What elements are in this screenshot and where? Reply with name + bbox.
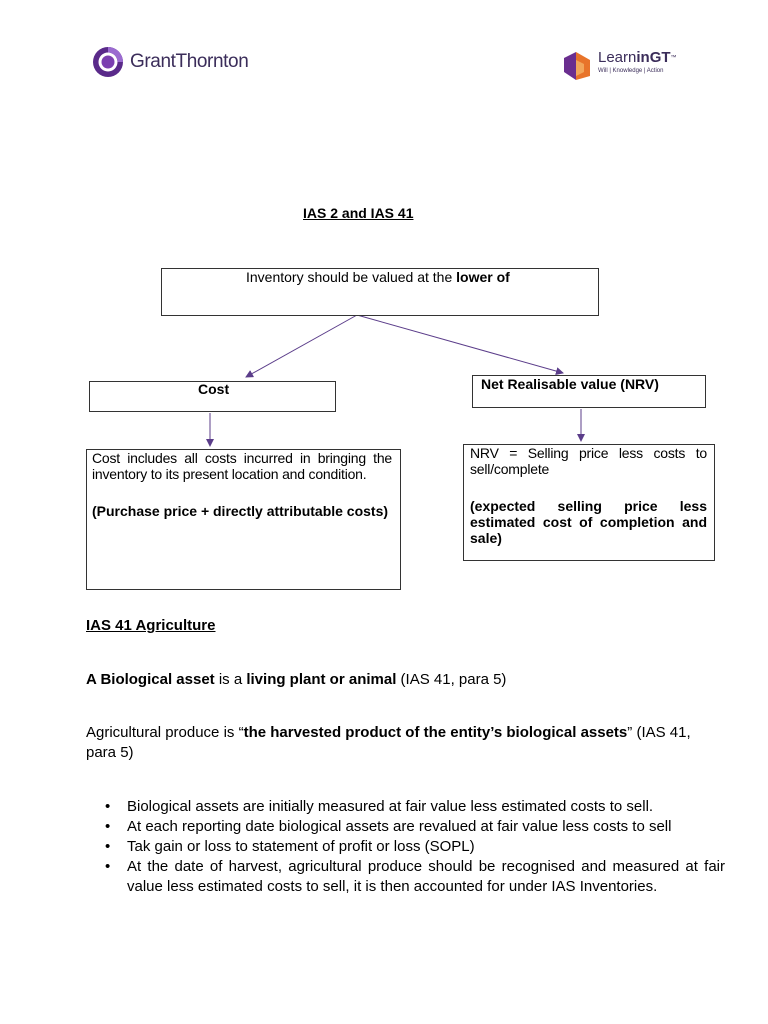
cost-label: Cost	[198, 381, 230, 397]
arrow-to-nrv	[357, 315, 563, 373]
nrv-formula-text: (expected selling price less estimated cost of completion and sale)	[470, 498, 707, 546]
list-item: • At each reporting date biological assets are revalued at fair value less costs to sell	[127, 817, 725, 837]
nrv-description-text: NRV = Selling price less costs to sell/complete	[470, 445, 707, 477]
learningt-emblem-icon	[562, 50, 592, 84]
learningt-wordmark: LearninGT™	[598, 49, 677, 66]
section-heading: IAS 41 Agriculture	[86, 617, 216, 634]
cost-box	[89, 381, 336, 412]
cost-description-text: Cost includes all costs incurred in bringing the inventory to its present location and condition.	[92, 450, 392, 482]
list-item: • At the date of harvest, agricultural produce should be recognised and measured at fair value less estimated costs to sell, it is then accounted for under IAS Inventories.	[127, 857, 725, 897]
learningt-tagline: Will | Knowledge | Action	[598, 68, 664, 74]
list-item: • Biological assets are initially measured at fair value less estimated costs to sell.	[127, 797, 725, 817]
bullet-list	[86, 797, 725, 897]
list-item: • Tak gain or loss to statement of profit or loss (SOPL)	[127, 837, 725, 857]
cost-formula-text: (Purchase price + directly attributable costs)	[92, 503, 389, 519]
grant-thornton-logo	[92, 46, 248, 78]
biological-asset-definition: A Biological asset is a living plant or animal (IAS 41, para 5)	[86, 671, 507, 688]
nrv-box	[472, 375, 706, 408]
page-title: IAS 2 and IAS 41	[303, 205, 414, 221]
arrow-to-cost	[246, 315, 357, 377]
nrv-description-box	[463, 444, 715, 561]
nrv-label: Net Realisable value (NRV)	[481, 376, 659, 392]
grant-thornton-emblem-icon	[92, 46, 124, 78]
agricultural-produce-definition: Agricultural produce is “the harvested product of the entity’s biological assets” (IAS 41, para 5)	[86, 724, 691, 761]
lower-of-text: Inventory should be valued at the lower of	[246, 269, 510, 285]
grant-thornton-wordmark: GrantThornton	[130, 51, 249, 72]
cost-description-box	[86, 449, 401, 590]
learningt-logo	[562, 50, 677, 84]
lower-of-box	[161, 268, 599, 316]
